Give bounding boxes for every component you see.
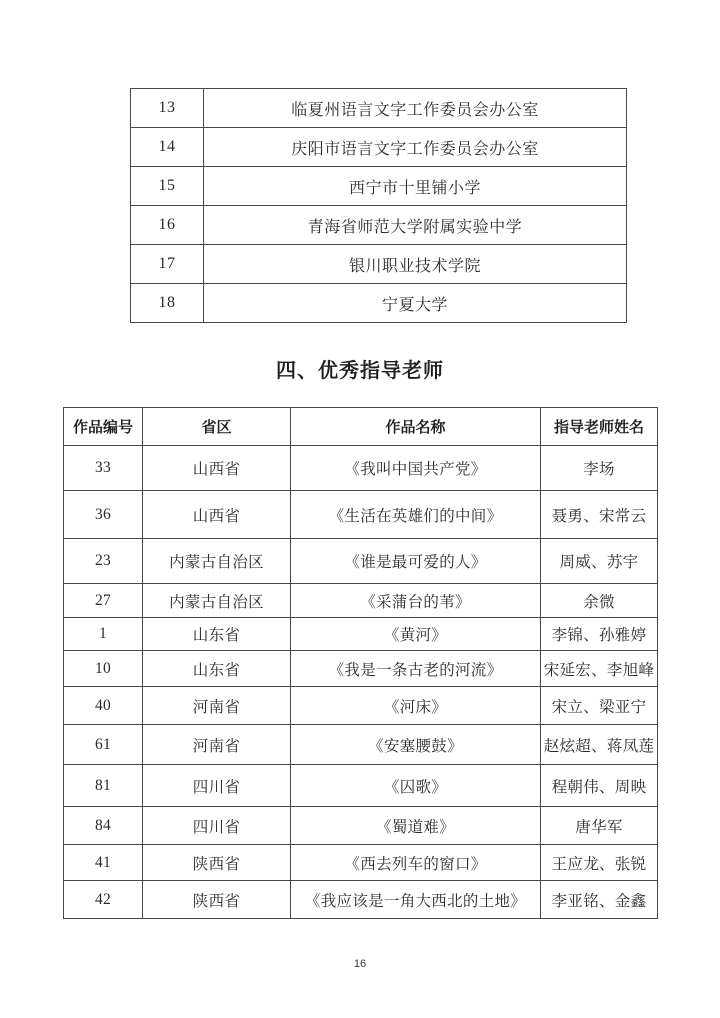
province-cell: 陕西省	[143, 845, 291, 881]
institution-row	[131, 128, 627, 167]
teacher-row	[64, 725, 658, 765]
teacher-row	[64, 845, 658, 881]
work-id-cell: 1	[64, 618, 143, 651]
teacher-name-cell: 宋延宏、李旭峰	[541, 651, 658, 687]
header-work-id: 作品编号	[64, 408, 143, 446]
teacher-name-cell: 赵炫超、蒋凤莲	[541, 725, 658, 765]
institutions-table	[130, 88, 627, 323]
institution-row	[131, 245, 627, 284]
work-id-cell: 27	[64, 584, 143, 618]
work-id-cell: 23	[64, 539, 143, 584]
institution-number-cell: 16	[131, 206, 204, 245]
work-id-cell: 33	[64, 446, 143, 491]
teacher-row	[64, 765, 658, 807]
work-title-cell: 《蜀道难》	[291, 807, 541, 845]
teacher-row	[64, 687, 658, 725]
institution-number-cell: 18	[131, 284, 204, 323]
work-id-cell: 42	[64, 881, 143, 919]
section-title: 四、优秀指导老师	[276, 360, 444, 382]
teacher-name-cell: 李亚铭、金鑫	[541, 881, 658, 919]
header-teacher-name: 指导老师姓名	[541, 408, 658, 446]
work-title-cell: 《我应该是一角大西北的土地》	[291, 881, 541, 919]
header-work-title: 作品名称	[291, 408, 541, 446]
work-title-cell: 《生活在英雄们的中间》	[291, 491, 541, 539]
work-title-cell: 《我叫中国共产党》	[291, 446, 541, 491]
teacher-name-cell: 宋立、梁亚宁	[541, 687, 658, 725]
institution-name-cell: 银川职业技术学院	[204, 245, 627, 284]
teachers-table	[63, 407, 658, 919]
province-cell: 河南省	[143, 725, 291, 765]
work-id-cell: 84	[64, 807, 143, 845]
work-title-cell: 《黄河》	[291, 618, 541, 651]
province-cell: 山西省	[143, 491, 291, 539]
institution-row	[131, 89, 627, 128]
teacher-row	[64, 491, 658, 539]
institution-name-cell: 庆阳市语言文字工作委员会办公室	[204, 128, 627, 167]
institution-row	[131, 206, 627, 245]
province-cell: 陕西省	[143, 881, 291, 919]
teacher-row	[64, 539, 658, 584]
teacher-row	[64, 584, 658, 618]
work-title-cell: 《我是一条古老的河流》	[291, 651, 541, 687]
institution-name-cell: 宁夏大学	[204, 284, 627, 323]
province-cell: 内蒙古自治区	[143, 584, 291, 618]
work-title-cell: 《西去列车的窗口》	[291, 845, 541, 881]
institution-name-cell: 西宁市十里铺小学	[204, 167, 627, 206]
teacher-name-cell: 程朝伟、周映	[541, 765, 658, 807]
teacher-row	[64, 446, 658, 491]
institution-name-cell: 临夏州语言文字工作委员会办公室	[204, 89, 627, 128]
work-title-cell: 《囚歌》	[291, 765, 541, 807]
teacher-name-cell: 唐华军	[541, 807, 658, 845]
institution-row	[131, 167, 627, 206]
page-number: 16	[353, 958, 367, 970]
teacher-name-cell: 周威、苏宇	[541, 539, 658, 584]
institution-name-cell: 青海省师范大学附属实验中学	[204, 206, 627, 245]
province-cell: 山东省	[143, 651, 291, 687]
work-title-cell: 《河床》	[291, 687, 541, 725]
province-cell: 河南省	[143, 687, 291, 725]
teacher-name-cell: 李锦、孙雅婷	[541, 618, 658, 651]
work-id-cell: 41	[64, 845, 143, 881]
province-cell: 四川省	[143, 807, 291, 845]
teacher-row	[64, 807, 658, 845]
institution-number-cell: 17	[131, 245, 204, 284]
province-cell: 山西省	[143, 446, 291, 491]
teacher-name-cell: 王应龙、张锐	[541, 845, 658, 881]
header-province: 省区	[143, 408, 291, 446]
institution-row	[131, 284, 627, 323]
work-id-cell: 40	[64, 687, 143, 725]
teacher-name-cell: 李场	[541, 446, 658, 491]
teachers-table-header-row	[64, 408, 658, 446]
teacher-name-cell: 余微	[541, 584, 658, 618]
work-id-cell: 81	[64, 765, 143, 807]
province-cell: 内蒙古自治区	[143, 539, 291, 584]
province-cell: 四川省	[143, 765, 291, 807]
work-id-cell: 10	[64, 651, 143, 687]
teacher-row	[64, 618, 658, 651]
teacher-row	[64, 881, 658, 919]
institution-number-cell: 14	[131, 128, 204, 167]
work-title-cell: 《采蒲台的苇》	[291, 584, 541, 618]
work-id-cell: 36	[64, 491, 143, 539]
province-cell: 山东省	[143, 618, 291, 651]
work-title-cell: 《安塞腰鼓》	[291, 725, 541, 765]
institution-number-cell: 13	[131, 89, 204, 128]
teacher-name-cell: 聂勇、宋常云	[541, 491, 658, 539]
work-title-cell: 《谁是最可爱的人》	[291, 539, 541, 584]
work-id-cell: 61	[64, 725, 143, 765]
institution-number-cell: 15	[131, 167, 204, 206]
teacher-row	[64, 651, 658, 687]
